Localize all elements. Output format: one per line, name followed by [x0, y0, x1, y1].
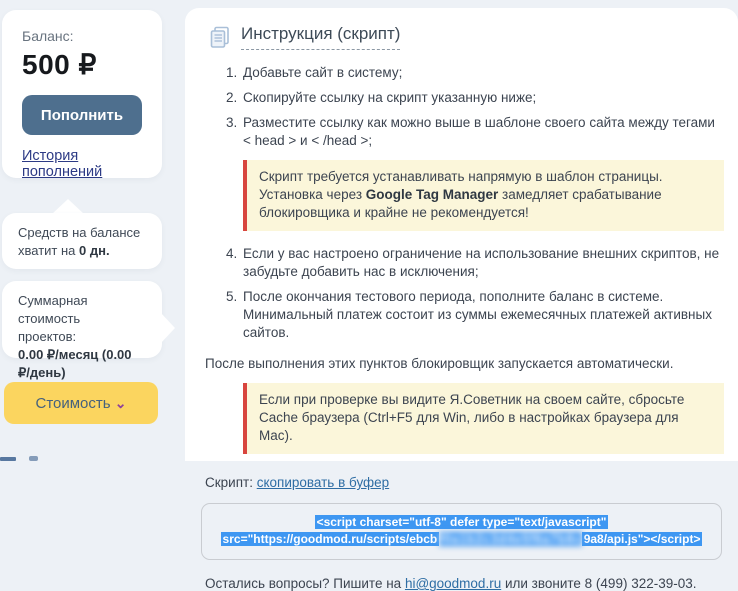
step-4: 4. Если у вас настроено ограничение на использование внешних скриптов, не забудьте добавить нас в исключения; — [241, 245, 724, 281]
balance-value: 500 ₽ — [22, 49, 97, 80]
total-cost-label-line1: Суммарная стоимость — [18, 293, 88, 326]
document-pages-icon — [208, 25, 232, 49]
gtm-bold: Google Tag Manager — [365, 187, 499, 202]
step-5: 5. После окончания тестового периода, пополните баланс в системе. Минимальный платеж состоит из суммы ежемесячных платежей активных сайтов. — [241, 288, 724, 342]
cost-button-label: Стоимость — [35, 394, 111, 412]
script-code-line2-start: src="https://goodmod.ru/scripts/ebcb — [222, 532, 438, 546]
email-link[interactable]: hi@goodmod.ru — [404, 576, 502, 591]
script-label: Скрипт: — [205, 475, 257, 490]
page-header — [208, 24, 724, 50]
warning-cache: Если при проверке вы видите Я.Советник на своем сайте, сбросьте Cache браузера (Ctrl+F5 для Win, либо в настройках браузера для Mac). — [243, 383, 724, 454]
after-steps-note: После выполнения этих пунктов блокировщик запускается автоматически. — [205, 356, 674, 371]
step-3: 3. Разместите ссылку как можно выше в шаблоне своего сайта между тегами < head > и < /head >; — [241, 114, 724, 150]
cost-dropdown-button[interactable] — [4, 382, 158, 424]
funds-duration-text: Средств на балансе хватит на — [18, 225, 141, 258]
page-title[interactable]: Инструкция (скрипт) — [241, 24, 400, 50]
total-cost-value: 0.00 ₽/месяц (0.00 ₽/день) — [18, 347, 132, 380]
warning-gtm: Скрипт требуется устанавливать напрямую в шаблон страницы. Установка через Google Tag Manager замедляет срабатывание блокировщика и крайне не рекомендуется! — [243, 160, 724, 231]
instruction-steps-continued — [241, 245, 724, 342]
callout-arrow-up-icon — [52, 199, 84, 214]
topup-history-link[interactable]: История пополнений — [22, 148, 103, 180]
script-code-line1: <script charset="utf-8" defer type="text/javascript" — [316, 515, 607, 529]
funds-duration-days: 0 дн. — [79, 243, 110, 258]
script-row — [205, 475, 724, 490]
topup-button[interactable]: Пополнить — [22, 95, 142, 135]
funds-duration-card — [2, 213, 162, 269]
balance-card — [2, 10, 162, 178]
cutoff-widget[interactable] — [0, 456, 40, 462]
step-2: 2. Скопируйте ссылку на скрипт указанную ниже; — [241, 89, 724, 107]
script-code-line2-censored: f0a1b2c3d4e5f6a7b8c — [439, 532, 582, 546]
script-code-box[interactable] — [201, 503, 722, 560]
step-1: 1. Добавьте сайт в систему; — [241, 64, 724, 82]
total-cost-card — [2, 281, 162, 380]
callout-arrow-right-icon — [161, 313, 175, 343]
script-code-line2-end: 9a8/api.js"></script> — [583, 532, 701, 546]
chevron-down-icon: ⌄ — [114, 394, 127, 411]
total-cost-label-line2: проектов: — [18, 329, 77, 344]
instruction-steps — [241, 64, 724, 150]
balance-label: Баланс: — [22, 28, 74, 44]
copy-to-clipboard-link[interactable]: скопировать в буфер — [256, 475, 390, 490]
sidebar — [0, 0, 176, 461]
contact-note: Остались вопросы? Пишите на hi@goodmod.ru или звоните 8 (499) 322-39-03. — [205, 576, 697, 591]
main-panel — [185, 8, 738, 591]
